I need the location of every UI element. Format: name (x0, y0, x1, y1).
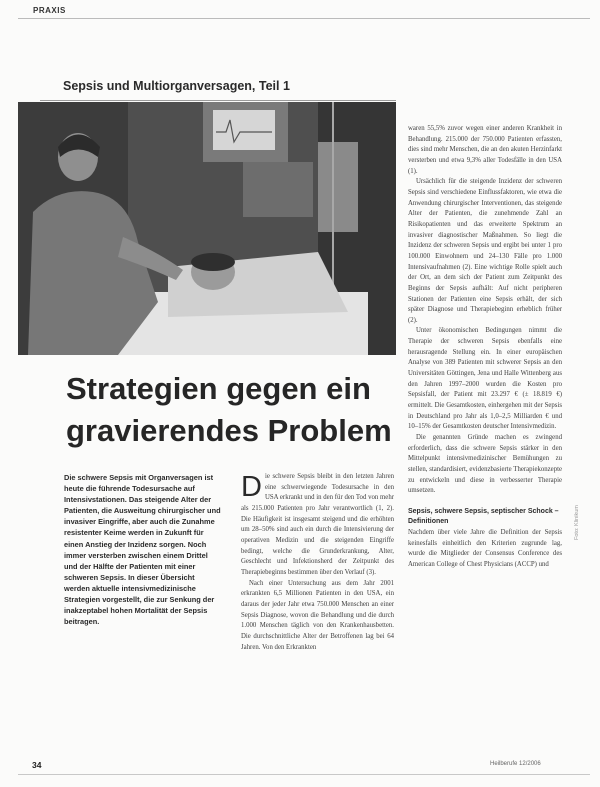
monitor-screen (213, 110, 275, 150)
page-number: 34 (32, 760, 42, 770)
photo-illustration (18, 102, 396, 355)
headline-line-1: Strategien gegen ein (66, 371, 371, 406)
body-column-middle (241, 472, 394, 653)
section-subhead: Sepsis, schwere Sepsis, septischer Schock – Definitionen (408, 507, 559, 526)
body-paragraph: Unter ökonomischen Bedingungen nimmt die Therapie der schweren Sepsis ebenfalls eine herausragende Stellung ein. In einer europäischen Analyse von 389 Patienten mit schwerer Sepsis an den Universitäten Göttingen, Jena und Halle Wittenberg aus den Jahren 1997–2000 wurden die Kosten pro Sepsisfall, der Patient mit 23.297 € (± 18.819 €) ermittelt. Die Gesamtkosten, einhergehen mit der Sepsis in Deutschland pro Jahr als 1,0–2,5 Milliarden € und 10–15% der Gesamtkosten deutscher Intensivmedizin. (408, 327, 562, 431)
article-headline (66, 368, 406, 452)
series-title: Sepsis und Multiorganversagen, Teil 1 (63, 79, 290, 93)
patient-hair (191, 253, 235, 271)
journal-reference: Heilberufe 12/2006 (490, 761, 541, 767)
photo-credit: Foto: Klinikum (574, 505, 580, 540)
body-paragraph: Die genannten Gründe machen es zwingend erforderlich, dass die schwere Sepsis stärker in den Mittelpunkt intensivmedizinischer Bemühungen zu stellen, standardisiert, evidenzbasierte Therapiekonzepte zu entwickeln und diese in verbesserter Therapie umsetzen. (408, 434, 562, 495)
equipment-box (243, 162, 313, 217)
article-photo (18, 102, 396, 355)
body-text: ie schwere Sepsis bleibt in den letzten Jahren eine schwerwiegende Todesursache in den USA erkrankt und in den für den Tod von mehr als 215.000 Patienten pro Jahr verantwortlich (1, 2). Die Häufigkeit ist insgesamt steigend und die erhöhten um 28–50% sind auch ein durch die Intensivierung der operativen Medizin und die steigenden Eingriffe bedingt, welche die Grunderkrankung, Alter, Geschlecht und Infektionsherd der Zeitpunkt des Therapiebeginns bestimmen über den Verlauf (3). (241, 473, 394, 576)
article-lead: Die schwere Sepsis mit Organversagen ist heute die führende Todesursache auf Intensivstationen. Das steigende Alter der Patienten, die Ausweitung chirurgischer und invasiver Eingriffe, aber auch die Zunahme resistenter Keime werden in Zukunft für einen Anstieg der Inzidenz sorgen. Noch immer versterben zwischen einem Drittel und der Hälfte der Patienten mit einer schweren Sepsis. In dieser Übersicht werden aktuelle intensivmedizinische Strategien vorgestellt, die zur Senkung der inakzeptabel hohen Mortalität der Sepsis beitragen. (64, 473, 221, 627)
body-paragraph: waren 55,5% zuvor wegen einer anderen Krankheit in Behandlung. 215.000 der 750.000 Patienten erfassten, dies sind mehr Menschen, die an den akuten Herzinfarkt versterben und etwa 9,3% aller Todesfälle in den USA (1). (408, 125, 562, 175)
top-rule (18, 18, 590, 19)
body-paragraph: Nachdem über viele Jahre die Definition der Sepsis keinesfalls einheitlich den Kriterien zugrunde lag, wurde die Mitglieder der Consensus Conference des American College of Chest Physicians (ACCP) und (408, 528, 562, 568)
infusion-pump (318, 142, 358, 232)
headline-line-2: gravierendes Problem (66, 413, 392, 448)
bottom-rule (18, 774, 590, 775)
body-paragraph (241, 472, 394, 579)
body-paragraph: Ursächlich für die steigende Inzidenz der schweren Sepsis sind verschiedene Einflussfaktoren, wie etwa die Anwendung chirurgischer Interventionen, das steigende Alter der Patienten, die zunehmende Zahl an Risikopatienten und das erweiterte Spektrum an invasiver diagnostischer Maßnahmen. So liegt die Inzidenz der schweren Sepsis und ergibt bei unter 1 pro 100.000 Einwohnern und 24–130 Fälle pro 1.000 Intensivaufnahmen (2). Eine wichtige Rolle spielt auch der Ort, an dem sich der Patient zum Zeitpunkt des Beginns der Sepsis aufhält: Auf nicht peripheren Stationen der Patienten eine Sepsis erhält, der sich später Diagnose und Therapiebeginn erheblich früher (2). (408, 178, 562, 324)
series-rule (40, 100, 396, 101)
body-column-right (408, 124, 562, 571)
section-label: PRAXIS (33, 6, 66, 15)
dropcap: D (241, 471, 262, 503)
body-paragraph: Nach einer Untersuchung aus dem Jahr 2001 erkrankten 6,5 Millionen Patienten in den USA, ein daraus der jeder Jahr etwa 750.000 Menschen an einer Sepsis Diagnose, wovon die Behandlung und die durch 1.000 Menschen täglich von den Krankenhausbetten. Die durchschnittliche Alter der Betroffenen lag bei 64 Jahren. Von den Erkrankten (241, 579, 394, 651)
